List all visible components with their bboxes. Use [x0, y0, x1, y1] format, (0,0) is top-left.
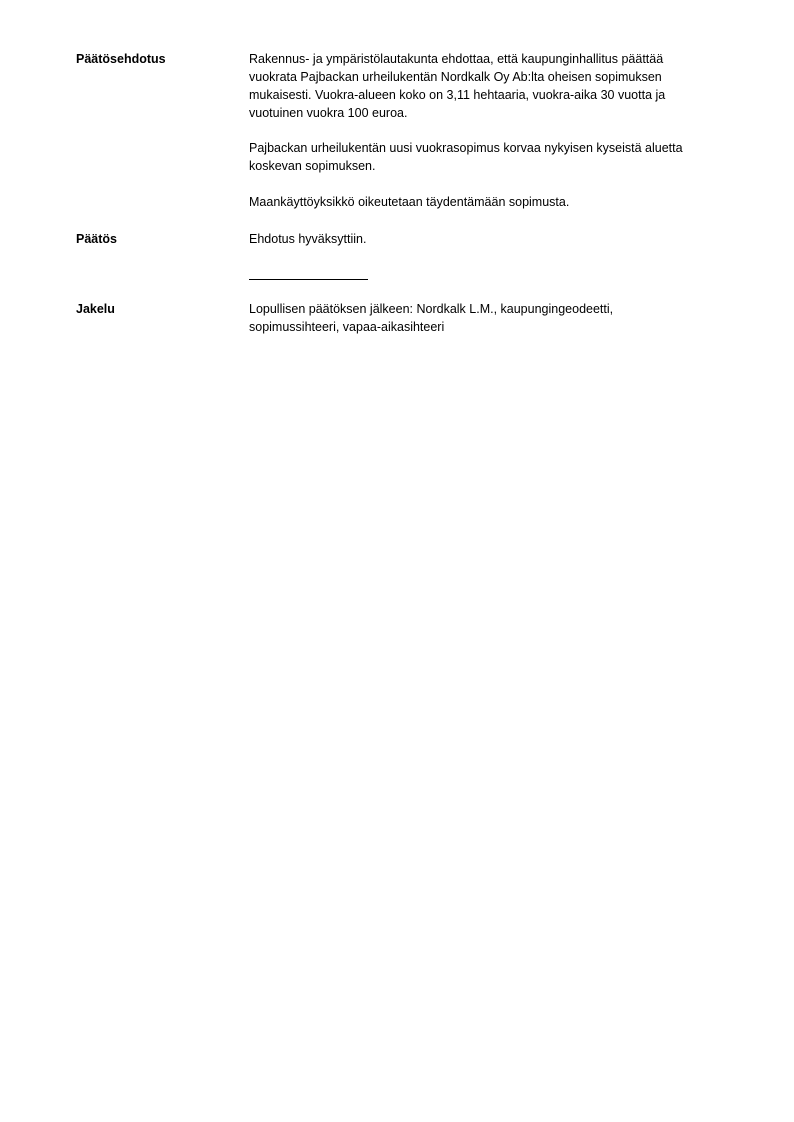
proposal-p1-line: Rakennus- ja ympäristölautakunta ehdottaa, että kaupunginhallitus päättää	[249, 52, 664, 66]
proposal-p3-line: Maankäyttöyksikkö oikeutetaan täydentämään sopimusta.	[249, 195, 570, 209]
distribution-text	[249, 300, 729, 336]
distribution-line: Lopullisen päätöksen jälkeen: Nordkalk L.M., kaupungingeodeetti,	[249, 302, 614, 316]
distribution-label: Jakelu	[76, 302, 115, 316]
decision-label: Päätös	[76, 232, 117, 246]
proposal-p1-line: vuokrata Pajbackan urheilukentän Nordkalk Oy Ab:lta oheisen sopimuksen	[249, 70, 662, 84]
signature-divider	[249, 279, 368, 280]
decision-line: Ehdotus hyväksyttiin.	[249, 232, 367, 246]
proposal-paragraph-2	[249, 139, 729, 175]
distribution-line: sopimussihteeri, vapaa-aikasihteeri	[249, 320, 445, 334]
proposal-p1-line: vuotuinen vuokra 100 euroa.	[249, 106, 408, 120]
proposal-paragraph-1	[249, 50, 729, 122]
decision-text	[249, 230, 729, 248]
proposal-p1-line: mukaisesti. Vuokra-alueen koko on 3,11 hehtaaria, vuokra-aika 30 vuotta ja	[249, 88, 666, 102]
proposal-p2-line: Pajbackan urheilukentän uusi vuokrasopimus korvaa nykyisen kyseistä aluetta	[249, 141, 683, 155]
proposal-p2-line: koskevan sopimuksen.	[249, 159, 376, 173]
proposal-label: Päätösehdotus	[76, 52, 166, 66]
proposal-paragraph-3	[249, 193, 729, 211]
